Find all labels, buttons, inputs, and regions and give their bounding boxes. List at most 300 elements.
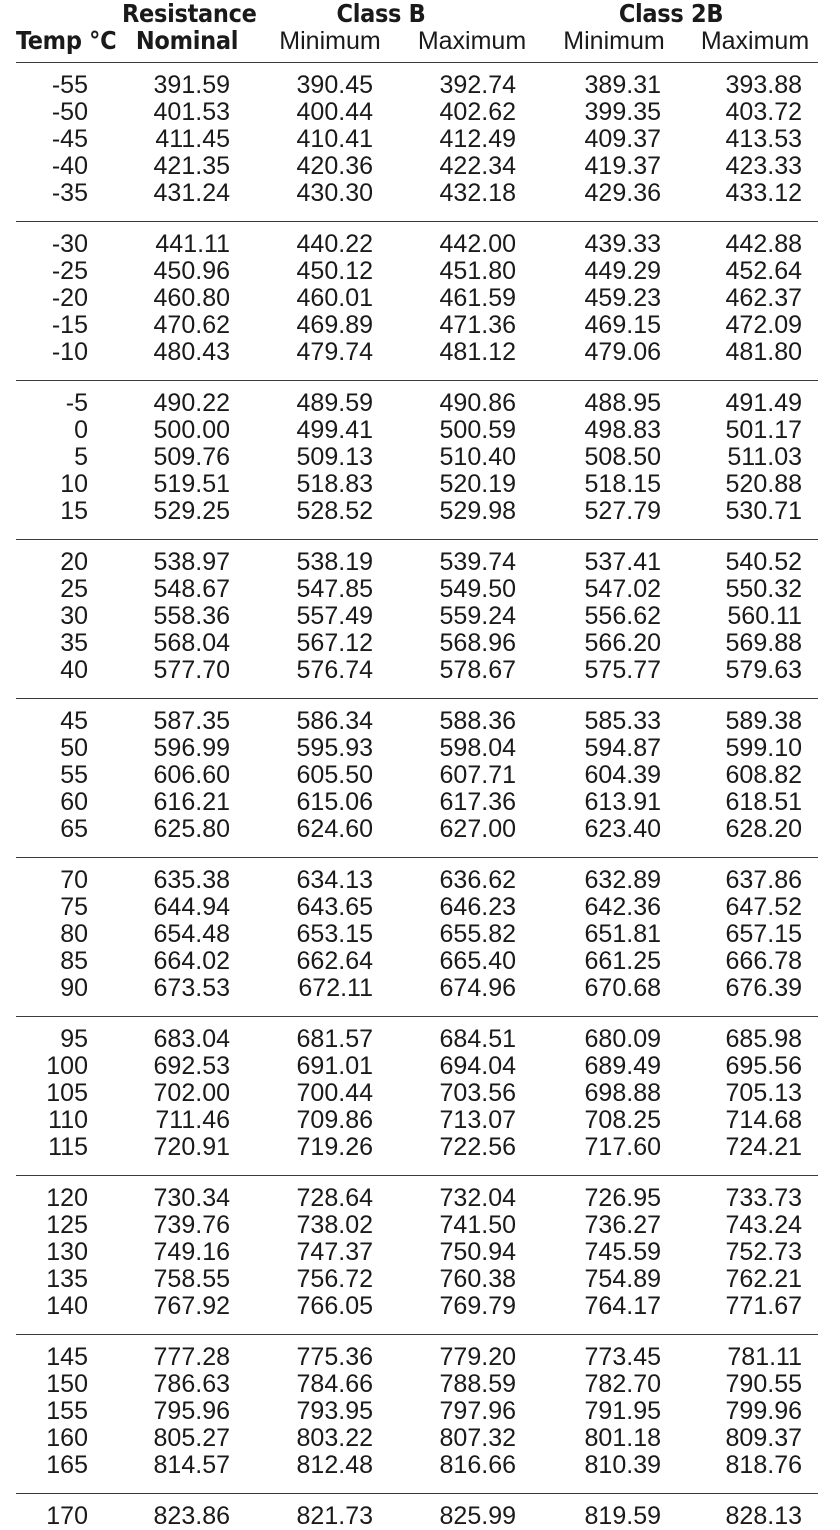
table-row [0, 549, 840, 576]
class-2b-max-cell: 743.24 [725, 1211, 802, 1239]
table-row [0, 1185, 840, 1212]
class-b-max-cell: 539.74 [439, 548, 516, 576]
temp-cell: 135 [46, 1265, 88, 1293]
class-b-min-cell: 812.48 [296, 1451, 373, 1479]
temp-cell: 115 [48, 1133, 88, 1161]
class-2b-max-cell: 569.88 [725, 629, 802, 657]
table-row [0, 1503, 840, 1530]
temp-cell: 160 [46, 1424, 88, 1452]
class-2b-min-cell: 745.59 [584, 1238, 661, 1266]
table-row [0, 1107, 840, 1134]
class-2b-min-cell: 547.02 [584, 575, 661, 603]
class-2b-max-cell: 809.37 [725, 1424, 802, 1452]
table-row [0, 1398, 840, 1425]
table-row [0, 789, 840, 816]
class-2b-max-cell: 762.21 [725, 1265, 802, 1293]
class-2b-max-cell: 771.67 [725, 1292, 802, 1320]
class-b-max-cell: 607.71 [439, 761, 516, 789]
class-2b-max-cell: 423.33 [725, 152, 802, 180]
nominal-cell: 480.43 [153, 338, 230, 366]
class-b-min-cell: 410.41 [296, 125, 373, 153]
class-b-min-cell: 803.22 [296, 1424, 373, 1452]
temp-cell: -5 [65, 389, 88, 417]
class-2b-min-cell: 527.79 [584, 497, 661, 525]
temp-cell: -45 [51, 125, 88, 153]
class-2b-min-cell: 518.15 [584, 470, 661, 498]
class-2b-min-cell: 791.95 [584, 1397, 661, 1425]
class-b-max-cell: 432.18 [439, 179, 516, 207]
class-2b-min-cell: 651.81 [584, 920, 661, 948]
class-b-min-cell: 784.66 [296, 1370, 373, 1398]
group-divider [16, 1334, 818, 1335]
table-row [0, 816, 840, 843]
class-b-max-cell: 500.59 [439, 416, 516, 444]
class-b-maximum-header: Maximum [417, 27, 527, 55]
class-b-min-cell: 509.13 [296, 443, 373, 471]
class-b-min-cell: 747.37 [296, 1238, 373, 1266]
class-b-max-cell: 568.96 [439, 629, 516, 657]
class-2b-max-cell: 637.86 [725, 866, 802, 894]
class-b-max-cell: 722.56 [439, 1133, 516, 1161]
group-divider [16, 1175, 818, 1176]
class-b-min-cell: 489.59 [296, 389, 373, 417]
class-b-min-cell: 766.05 [296, 1292, 373, 1320]
class-2b-max-cell: 393.88 [725, 71, 802, 99]
class-2b-min-cell: 764.17 [584, 1292, 661, 1320]
class-b-max-cell: 750.94 [439, 1238, 516, 1266]
nominal-cell: 644.94 [153, 893, 230, 921]
class-2b-min-cell: 604.39 [584, 761, 661, 789]
table-row [0, 312, 840, 339]
class-b-max-cell: 490.86 [439, 389, 516, 417]
class-b-max-cell: 760.38 [439, 1265, 516, 1293]
temp-cell: 5 [74, 443, 88, 471]
class-2b-min-cell: 632.89 [584, 866, 661, 894]
table-row [0, 1344, 840, 1371]
temp-cell: 15 [60, 497, 88, 525]
nominal-cell: 635.38 [153, 866, 230, 894]
class-b-min-cell: 662.64 [296, 947, 373, 975]
class-2b-min-cell: 419.37 [584, 152, 661, 180]
class-2b-min-cell: 409.37 [584, 125, 661, 153]
temp-cell: -15 [51, 311, 88, 339]
nominal-cell: 749.16 [153, 1238, 230, 1266]
class-b-min-cell: 605.50 [296, 761, 373, 789]
table-row [0, 921, 840, 948]
class-2b-min-cell: 708.25 [584, 1106, 661, 1134]
class-b-min-cell: 775.36 [296, 1343, 373, 1371]
class-b-min-cell: 681.57 [296, 1025, 373, 1053]
class-b-max-cell: 646.23 [439, 893, 516, 921]
class-b-min-cell: 586.34 [296, 707, 373, 735]
nominal-cell: 720.91 [153, 1133, 230, 1161]
group-divider [16, 380, 818, 381]
class-b-min-cell: 624.60 [296, 815, 373, 843]
table-row [0, 603, 840, 630]
class-b-max-cell: 461.59 [439, 284, 516, 312]
table-row [0, 417, 840, 444]
class-b-min-cell: 430.30 [296, 179, 373, 207]
table-row [0, 471, 840, 498]
nominal-cell: 711.46 [155, 1106, 230, 1134]
class-2b-min-cell: 459.23 [584, 284, 661, 312]
temp-cell: 145 [46, 1343, 88, 1371]
nominal-cell: 460.80 [153, 284, 230, 312]
table-row [0, 285, 840, 312]
class-2b-min-cell: 508.50 [584, 443, 661, 471]
class-b-min-cell: 557.49 [296, 602, 373, 630]
nominal-cell: 421.35 [153, 152, 230, 180]
class-b-max-cell: 520.19 [439, 470, 516, 498]
nominal-cell: 702.00 [153, 1079, 230, 1107]
class-b-max-cell: 732.04 [439, 1184, 516, 1212]
nominal-cell: 777.28 [153, 1343, 230, 1371]
nominal-cell: 625.80 [153, 815, 230, 843]
class-b-max-cell: 741.50 [439, 1211, 516, 1239]
class-b-min-cell: 420.36 [296, 152, 373, 180]
class-b-max-cell: 655.82 [439, 920, 516, 948]
table-row [0, 708, 840, 735]
temp-cell: 55 [60, 761, 88, 789]
class-b-max-cell: 451.80 [439, 257, 516, 285]
temp-cell: 90 [60, 974, 88, 1002]
table-row [0, 948, 840, 975]
class-b-min-cell: 499.41 [296, 416, 373, 444]
nominal-cell: 596.99 [153, 734, 230, 762]
class-2b-max-cell: 724.21 [725, 1133, 802, 1161]
nominal-cell: 500.00 [153, 416, 230, 444]
temp-cell: 10 [60, 470, 88, 498]
table-row [0, 1425, 840, 1452]
nominal-cell: 664.02 [153, 947, 230, 975]
temp-header: Temp °C [16, 26, 117, 55]
class-b-max-cell: 617.36 [439, 788, 516, 816]
temp-cell: -50 [51, 98, 88, 126]
class-2b-max-cell: 799.96 [725, 1397, 802, 1425]
class-b-max-cell: 797.96 [439, 1397, 516, 1425]
nominal-cell: 509.76 [153, 443, 230, 471]
nominal-header: Nominal [135, 26, 239, 55]
class-2b-min-cell: 642.36 [584, 893, 661, 921]
class-b-minimum-header: Minimum [279, 27, 381, 55]
class-2b-max-cell: 705.13 [725, 1079, 802, 1107]
class-2b-max-cell: 530.71 [725, 497, 802, 525]
class-b-max-cell: 627.00 [439, 815, 516, 843]
class-b-max-cell: 684.51 [439, 1025, 516, 1053]
class-2b-min-cell: 726.95 [584, 1184, 661, 1212]
class-b-min-cell: 691.01 [296, 1052, 373, 1080]
nominal-cell: 805.27 [153, 1424, 230, 1452]
class-b-min-cell: 479.74 [296, 338, 373, 366]
class-b-max-cell: 412.49 [439, 125, 516, 153]
class-2b-min-cell: 399.35 [584, 98, 661, 126]
class-2b-max-cell: 628.20 [725, 815, 802, 843]
class-b-max-cell: 471.36 [439, 311, 516, 339]
temp-cell: 155 [46, 1397, 88, 1425]
class-2b-max-cell: 520.88 [725, 470, 802, 498]
class-2b-min-cell: 670.68 [584, 974, 661, 1002]
nominal-cell: 606.60 [153, 761, 230, 789]
class-2b-max-cell: 579.63 [725, 656, 802, 684]
class-2b-min-cell: 717.60 [584, 1133, 661, 1161]
class-2b-max-cell: 781.11 [727, 1343, 802, 1371]
class-2b-maximum-header: Maximum [700, 27, 810, 55]
class-2b-max-cell: 714.68 [725, 1106, 802, 1134]
group-divider [16, 698, 818, 699]
table-row [0, 894, 840, 921]
class-b-min-cell: 567.12 [296, 629, 373, 657]
temp-cell: 150 [46, 1370, 88, 1398]
temp-cell: 30 [60, 602, 88, 630]
class-2b-header: Class 2B [618, 0, 724, 28]
class-2b-min-cell: 479.06 [584, 338, 661, 366]
class-b-max-cell: 674.96 [439, 974, 516, 1002]
nominal-cell: 431.24 [153, 179, 230, 207]
table-row [0, 153, 840, 180]
class-b-min-cell: 460.01 [296, 284, 373, 312]
table-row [0, 867, 840, 894]
class-2b-min-cell: 389.31 [584, 71, 661, 99]
class-b-max-cell: 816.66 [439, 1451, 516, 1479]
class-2b-max-cell: 452.64 [725, 257, 802, 285]
class-2b-max-cell: 657.15 [725, 920, 802, 948]
table-row [0, 498, 840, 525]
temp-cell: 45 [60, 707, 88, 735]
nominal-cell: 441.11 [155, 230, 230, 258]
temp-cell: 95 [60, 1025, 88, 1053]
group-divider [16, 62, 818, 63]
temp-cell: 125 [46, 1211, 88, 1239]
class-2b-max-cell: 647.52 [725, 893, 802, 921]
class-2b-min-cell: 773.45 [584, 1343, 661, 1371]
class-2b-max-cell: 413.53 [725, 125, 802, 153]
class-b-header: Class B [336, 0, 426, 28]
class-b-max-cell: 442.00 [439, 230, 516, 258]
class-2b-min-cell: 439.33 [584, 230, 661, 258]
class-2b-minimum-header: Minimum [563, 27, 665, 55]
class-2b-min-cell: 782.70 [584, 1370, 661, 1398]
temp-cell: 40 [60, 656, 88, 684]
class-2b-min-cell: 537.41 [584, 548, 661, 576]
temp-cell: 100 [46, 1052, 88, 1080]
class-2b-min-cell: 661.25 [584, 947, 661, 975]
temp-cell: 130 [46, 1238, 88, 1266]
class-2b-min-cell: 698.88 [584, 1079, 661, 1107]
temp-cell: 120 [46, 1184, 88, 1212]
class-2b-max-cell: 599.10 [725, 734, 802, 762]
nominal-cell: 730.34 [153, 1184, 230, 1212]
class-2b-min-cell: 810.39 [584, 1451, 661, 1479]
temp-cell: 35 [60, 629, 88, 657]
class-b-max-cell: 807.32 [439, 1424, 516, 1452]
class-2b-max-cell: 550.32 [725, 575, 802, 603]
class-2b-max-cell: 818.76 [725, 1451, 802, 1479]
class-b-min-cell: 719.26 [296, 1133, 373, 1161]
class-2b-max-cell: 666.78 [725, 947, 802, 975]
class-b-max-cell: 636.62 [439, 866, 516, 894]
class-2b-min-cell: 429.36 [584, 179, 661, 207]
class-2b-max-cell: 685.98 [725, 1025, 802, 1053]
table-row [0, 1053, 840, 1080]
class-b-max-cell: 529.98 [439, 497, 516, 525]
nominal-cell: 548.67 [153, 575, 230, 603]
nominal-cell: 558.36 [153, 602, 230, 630]
group-divider [16, 1016, 818, 1017]
temp-cell: 170 [46, 1502, 88, 1530]
class-b-min-cell: 700.44 [296, 1079, 373, 1107]
nominal-cell: 795.96 [153, 1397, 230, 1425]
class-b-max-cell: 549.50 [439, 575, 516, 603]
class-b-max-cell: 769.79 [439, 1292, 516, 1320]
nominal-cell: 786.63 [153, 1370, 230, 1398]
class-b-min-cell: 538.19 [296, 548, 373, 576]
class-2b-min-cell: 613.91 [584, 788, 661, 816]
class-2b-max-cell: 695.56 [725, 1052, 802, 1080]
class-b-min-cell: 738.02 [296, 1211, 373, 1239]
class-b-max-cell: 665.40 [439, 947, 516, 975]
table-row [0, 1266, 840, 1293]
group-divider [16, 857, 818, 858]
temp-cell: 0 [74, 416, 88, 444]
class-b-min-cell: 709.86 [296, 1106, 373, 1134]
table-row [0, 1293, 840, 1320]
class-2b-max-cell: 481.80 [725, 338, 802, 366]
class-b-max-cell: 422.34 [439, 152, 516, 180]
class-b-min-cell: 821.73 [296, 1502, 373, 1530]
table-row [0, 1452, 840, 1479]
class-2b-min-cell: 594.87 [584, 734, 661, 762]
group-divider [16, 221, 818, 222]
class-b-min-cell: 469.89 [296, 311, 373, 339]
table-row [0, 72, 840, 99]
class-b-min-cell: 528.52 [296, 497, 373, 525]
table-row [0, 126, 840, 153]
nominal-cell: 692.53 [153, 1052, 230, 1080]
class-b-max-cell: 713.07 [439, 1106, 516, 1134]
class-b-min-cell: 728.64 [296, 1184, 373, 1212]
class-b-max-cell: 481.12 [439, 338, 516, 366]
temp-cell: -25 [51, 257, 88, 285]
nominal-cell: 401.53 [153, 98, 230, 126]
table-row [0, 390, 840, 417]
table-row [0, 444, 840, 471]
group-divider [16, 1493, 818, 1494]
class-2b-min-cell: 498.83 [584, 416, 661, 444]
table-row [0, 1239, 840, 1266]
class-b-min-cell: 547.85 [296, 575, 373, 603]
table-row [0, 657, 840, 684]
class-2b-max-cell: 433.12 [725, 179, 802, 207]
class-b-max-cell: 703.56 [439, 1079, 516, 1107]
nominal-cell: 490.22 [153, 389, 230, 417]
class-2b-min-cell: 575.77 [584, 656, 661, 684]
table-row [0, 231, 840, 258]
class-b-max-cell: 825.99 [439, 1502, 516, 1530]
class-2b-max-cell: 560.11 [727, 602, 802, 630]
table-row [0, 99, 840, 126]
nominal-cell: 767.92 [153, 1292, 230, 1320]
temp-cell: 110 [48, 1106, 88, 1134]
nominal-cell: 568.04 [153, 629, 230, 657]
class-b-min-cell: 672.11 [298, 974, 373, 1002]
nominal-cell: 519.51 [153, 470, 230, 498]
table-header [0, 0, 840, 60]
class-2b-max-cell: 618.51 [725, 788, 802, 816]
class-b-max-cell: 588.36 [439, 707, 516, 735]
nominal-cell: 654.48 [153, 920, 230, 948]
table-row [0, 1026, 840, 1053]
class-b-min-cell: 450.12 [296, 257, 373, 285]
nominal-cell: 758.55 [153, 1265, 230, 1293]
class-b-max-cell: 788.59 [439, 1370, 516, 1398]
class-2b-min-cell: 585.33 [584, 707, 661, 735]
class-b-max-cell: 392.74 [439, 71, 516, 99]
table-row [0, 975, 840, 1002]
temp-cell: 140 [46, 1292, 88, 1320]
class-2b-max-cell: 790.55 [725, 1370, 802, 1398]
class-2b-min-cell: 566.20 [584, 629, 661, 657]
temp-cell: 105 [46, 1079, 88, 1107]
nominal-cell: 823.86 [153, 1502, 230, 1530]
temp-cell: 60 [60, 788, 88, 816]
temp-cell: 25 [60, 575, 88, 603]
table-row [0, 258, 840, 285]
class-b-max-cell: 694.04 [439, 1052, 516, 1080]
class-2b-max-cell: 752.73 [725, 1238, 802, 1266]
class-2b-max-cell: 491.49 [725, 389, 802, 417]
class-2b-min-cell: 556.62 [584, 602, 661, 630]
nominal-cell: 577.70 [153, 656, 230, 684]
table-row [0, 1371, 840, 1398]
class-b-min-cell: 793.95 [296, 1397, 373, 1425]
temp-cell: 20 [60, 548, 88, 576]
class-2b-max-cell: 511.03 [727, 443, 802, 471]
class-2b-max-cell: 589.38 [725, 707, 802, 735]
group-divider [16, 539, 818, 540]
nominal-cell: 450.96 [153, 257, 230, 285]
class-2b-min-cell: 680.09 [584, 1025, 661, 1053]
class-b-max-cell: 510.40 [439, 443, 516, 471]
class-2b-min-cell: 754.89 [584, 1265, 661, 1293]
class-2b-max-cell: 442.88 [725, 230, 802, 258]
temp-cell: -30 [51, 230, 88, 258]
table-row [0, 630, 840, 657]
class-2b-max-cell: 472.09 [725, 311, 802, 339]
nominal-cell: 814.57 [153, 1451, 230, 1479]
nominal-cell: 411.45 [155, 125, 230, 153]
class-2b-min-cell: 449.29 [584, 257, 661, 285]
class-2b-min-cell: 736.27 [584, 1211, 661, 1239]
nominal-cell: 616.21 [153, 788, 230, 816]
class-b-min-cell: 576.74 [296, 656, 373, 684]
class-2b-max-cell: 608.82 [725, 761, 802, 789]
nominal-cell: 529.25 [153, 497, 230, 525]
class-2b-max-cell: 501.17 [725, 416, 802, 444]
class-2b-max-cell: 462.37 [725, 284, 802, 312]
class-2b-min-cell: 623.40 [584, 815, 661, 843]
nominal-cell: 587.35 [153, 707, 230, 735]
table-row [0, 1212, 840, 1239]
temp-cell: 80 [60, 920, 88, 948]
class-2b-max-cell: 676.39 [725, 974, 802, 1002]
temp-cell: 75 [60, 893, 88, 921]
table-row [0, 762, 840, 789]
temp-cell: 70 [60, 866, 88, 894]
class-2b-max-cell: 403.72 [725, 98, 802, 126]
class-b-min-cell: 390.45 [296, 71, 373, 99]
table-row [0, 576, 840, 603]
table-row [0, 735, 840, 762]
